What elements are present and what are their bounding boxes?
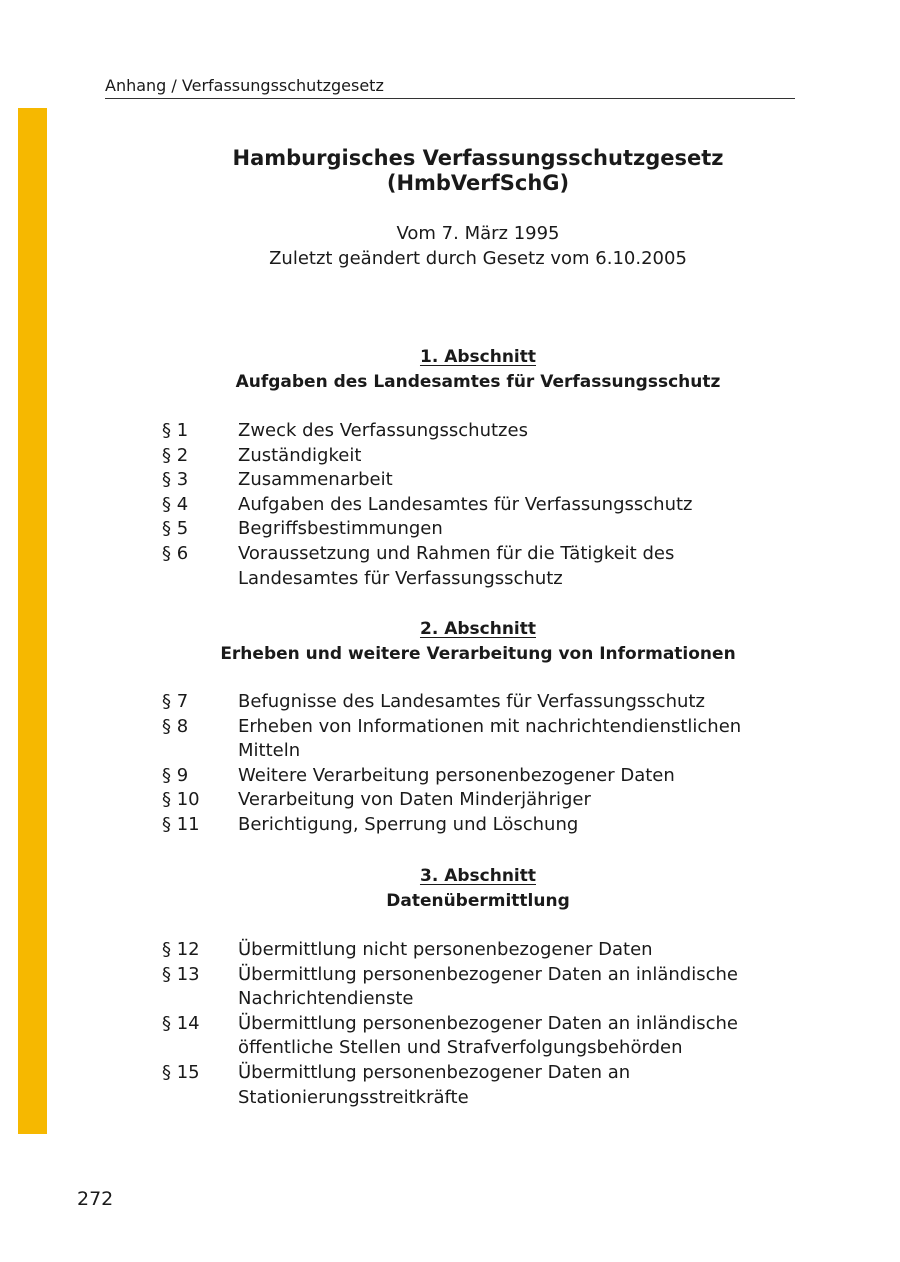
paragraph-number: § 12 [162,939,200,960]
page-number: 272 [77,1188,114,1210]
toc-entry[interactable] [162,690,782,715]
section-2-toc [162,690,782,838]
paragraph-title: Übermittlung personenbezogener Daten an Stationierungsstreitkräfte [238,1061,631,1108]
paragraph-title: Zusammenarbeit [238,469,393,491]
section-number: 1. Abschnitt [419,347,536,367]
paragraph-number: § 3 [162,469,189,491]
law-meta [105,221,851,271]
paragraph-title: Übermittlung personenbezogener Daten an inländische öffentliche Stellen und Strafverfolgungsbehörden [238,1012,738,1059]
toc-entry[interactable] [162,938,782,963]
section-1-toc [162,419,782,591]
law-title [105,146,851,196]
toc-entry[interactable] [162,444,782,469]
paragraph-title: Begriffsbestimmungen [238,518,443,540]
paragraph-number: § 6 [162,542,189,564]
section-3-toc [162,938,782,1110]
section-2-heading [105,617,851,667]
toc-entry[interactable] [162,468,782,493]
paragraph-title: Zuständigkeit [238,444,362,466]
paragraph-title: Weitere Verarbeitung personenbezogener Daten [238,764,675,786]
paragraph-title: Übermittlung personenbezogener Daten an inländische Nachrichtendienste [238,963,738,1010]
toc-entry[interactable] [162,1061,782,1110]
paragraph-title: Aufgaben des Landesamtes für Verfassungsschutz [238,493,693,515]
paragraph-title: Übermittlung nicht personenbezogener Daten [238,939,653,960]
paragraph-title: Berichtigung, Sperrung und Löschung [238,813,579,835]
paragraph-number: § 7 [162,691,189,712]
paragraph-number: § 1 [162,420,189,441]
paragraph-number: § 9 [162,764,189,786]
section-title: Aufgaben des Landesamtes für Verfassungsschutz [235,372,721,392]
paragraph-number: § 8 [162,715,189,737]
toc-entry[interactable] [162,764,782,789]
paragraph-number: § 13 [162,963,200,985]
toc-entry[interactable] [162,493,782,518]
paragraph-title: Erheben von Informationen mit nachrichtendienstlichen Mitteln [238,715,742,762]
section-title: Erheben und weitere Verarbeitung von Informationen [220,644,736,664]
paragraph-number: § 11 [162,813,200,835]
section-number: 2. Abschnitt [419,619,536,639]
toc-entry[interactable] [162,788,782,813]
paragraph-number: § 2 [162,444,189,466]
law-title-line-2: (HmbVerfSchG) [386,171,570,195]
paragraph-number: § 5 [162,518,189,540]
section-number: 3. Abschnitt [419,866,536,886]
running-head: Anhang / Verfassungsschutzgesetz [105,76,795,99]
toc-entry[interactable] [162,542,782,591]
law-date: Vom 7. März 1995 [396,223,560,244]
toc-entry[interactable] [162,715,782,764]
section-1-heading [105,345,851,395]
section-title: Datenübermittlung [386,891,570,911]
section-3-heading [105,864,851,914]
paragraph-title: Zweck des Verfassungsschutzes [238,420,528,441]
yellow-margin-bar [18,108,47,1134]
paragraph-title: Befugnisse des Landesamtes für Verfassungsschutz [238,691,705,712]
law-title-line-1: Hamburgisches Verfassungsschutzgesetz [232,146,724,170]
toc-entry[interactable] [162,813,782,838]
toc-entry[interactable] [162,1012,782,1061]
paragraph-title: Voraussetzung und Rahmen für die Tätigkeit des Landesamtes für Verfassungsschutz [238,542,675,589]
toc-entry[interactable] [162,517,782,542]
paragraph-title: Verarbeitung von Daten Minderjähriger [238,789,591,811]
paragraph-number: § 4 [162,493,189,515]
toc-entry[interactable] [162,963,782,1012]
toc-entry[interactable] [162,419,782,444]
paragraph-number: § 14 [162,1012,200,1034]
paragraph-number: § 10 [162,789,200,811]
law-amended: Zuletzt geändert durch Gesetz vom 6.10.2005 [269,248,687,269]
paragraph-number: § 15 [162,1061,200,1083]
